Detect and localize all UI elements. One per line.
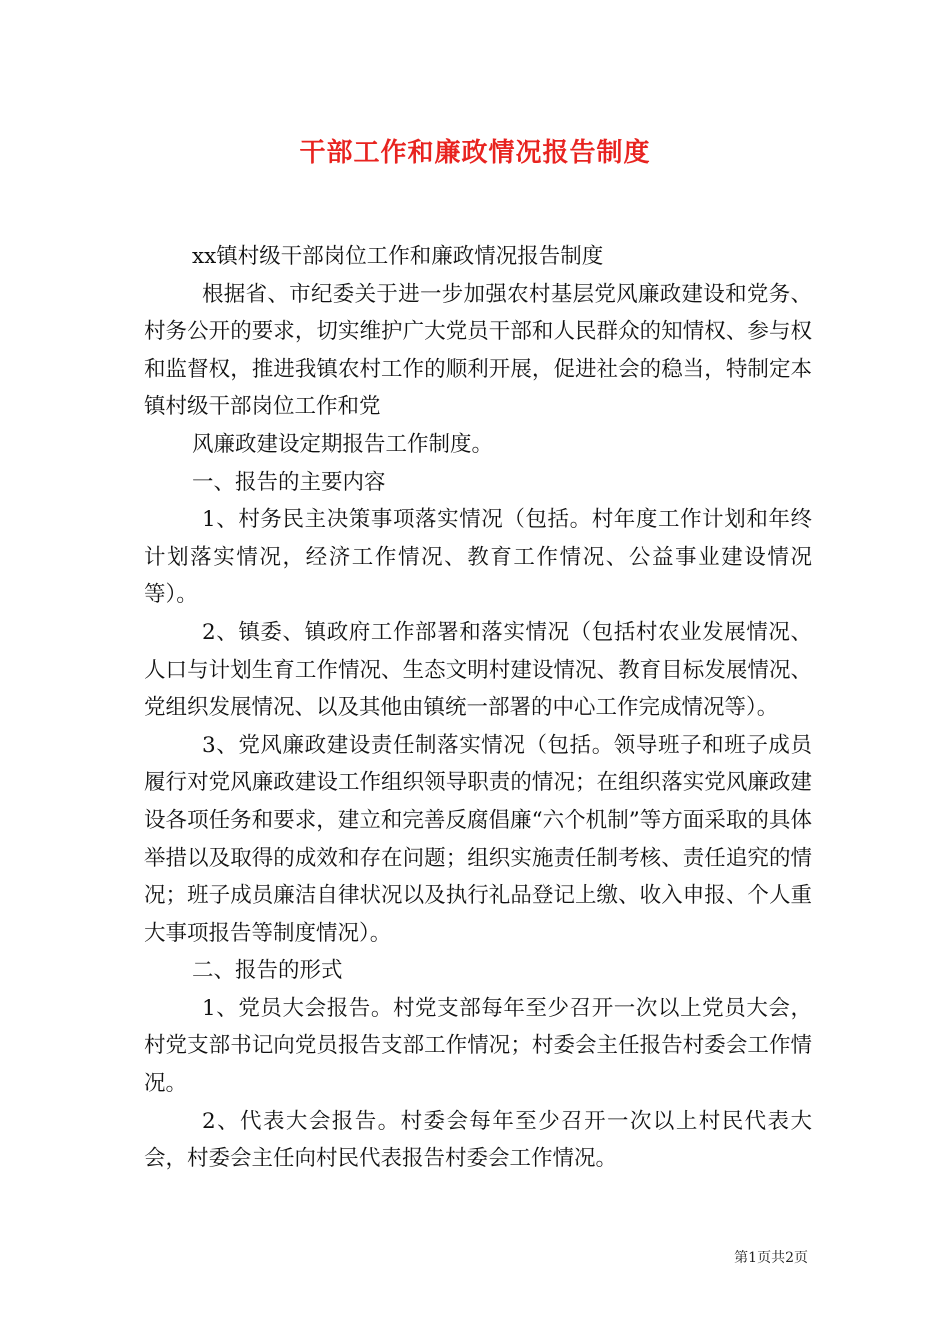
paragraph-form-2: 2、代表大会报告。村委会每年至少召开一次以上村民代表大会，村委会主任向村民代表报告村委会工作情况。 bbox=[144, 1108, 812, 1172]
document-body bbox=[144, 238, 812, 1178]
paragraph-subtitle: xx镇村级干部岗位工作和廉政情况报告制度 bbox=[192, 244, 604, 269]
section-heading-content: 一、报告的主要内容 bbox=[192, 469, 386, 495]
paragraph-intro: 根据省、市纪委关于进一步加强农村基层党风廉政建设和党务、村务公开的要求，切实维护广大党员干部和人民群众的知情权、参与权和监督权，推进我镇农村工作的顺利开展，促进社会的稳当，特制定本镇村级干部岗位工作和党 bbox=[144, 281, 812, 420]
paragraph-item-2: 2、镇委、镇政府工作部署和落实情况（包括村农业发展情况、人口与计划生育工作情况、生态文明村建设情况、教育目标发展情况、党组织发展情况、以及其他由镇统一部署的中心工作完成情况等）。 bbox=[144, 619, 812, 721]
section-heading-form: 二、报告的形式 bbox=[192, 958, 343, 984]
paragraph-item-1: 1、村务民主决策事项落实情况（包括。村年度工作计划和年终计划落实情况，经济工作情况、教育工作情况、公益事业建设情况等）。 bbox=[144, 507, 812, 608]
page-number: 第1页共2页 bbox=[734, 1250, 808, 1266]
paragraph-item-3: 3、党风廉政建设责任制落实情况（包括。领导班子和班子成员履行对党风廉政建设工作组织领导职责的情况；在组织落实党风廉政建设各项任务和要求，建立和完善反腐倡廉“六个机制”等方面采取的具体举措以及取得的成效和存在问题；组织实施责任制考核、责任追究的情况；班子成员廉洁自律状况以及执行礼品登记上缴、收入申报、个人重大事项报告等制度情况）。 bbox=[144, 732, 812, 946]
document-title: 干部工作和廉政情况报告制度 bbox=[299, 138, 651, 168]
paragraph-form-1: 1、党员大会报告。村党支部每年至少召开一次以上党员大会，村党支部书记向党员报告支部工作情况；村委会主任报告村委会工作情况。 bbox=[144, 995, 812, 1097]
paragraph-intro-continued: 风廉政建设定期报告工作制度。 bbox=[192, 431, 494, 457]
